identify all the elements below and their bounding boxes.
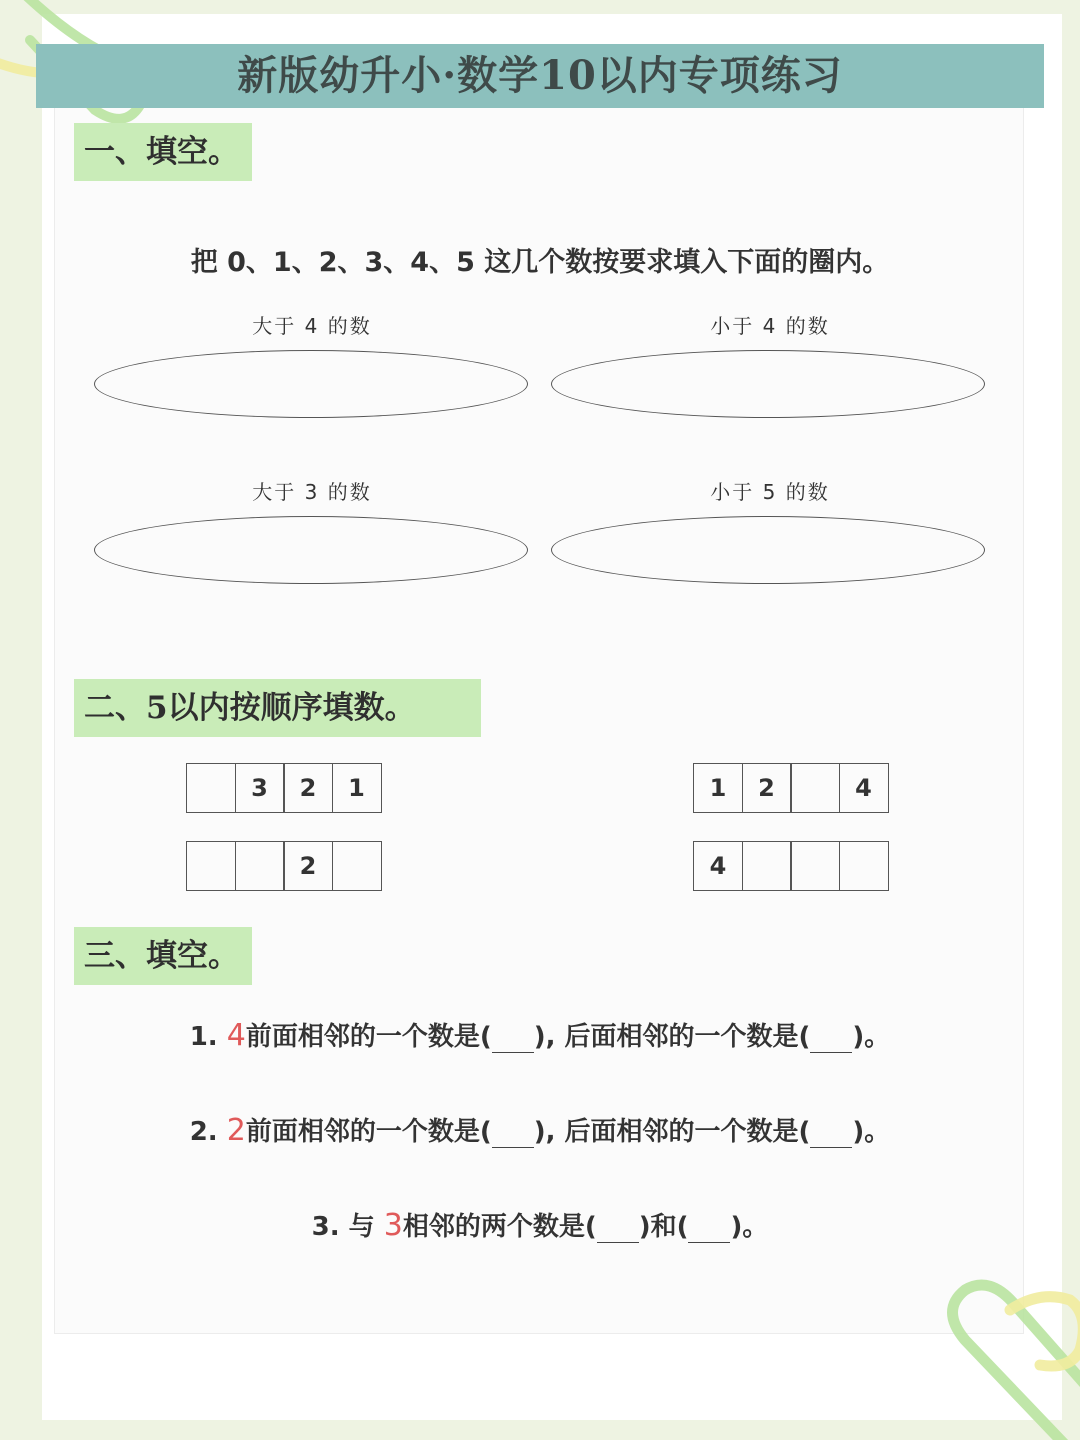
answer-oval-greater-4[interactable] <box>94 350 528 418</box>
highlight-number: 3 <box>383 1208 403 1243</box>
highlight-number: 4 <box>226 1018 246 1053</box>
question-number: 2. <box>189 1117 218 1147</box>
question-number: 1. <box>189 1022 218 1052</box>
number-box[interactable] <box>186 841 236 891</box>
number-box-row <box>186 841 382 891</box>
number-box: 4 <box>693 841 743 891</box>
question-number: 3. <box>311 1212 340 1242</box>
title-banner <box>36 44 1044 108</box>
number-box: 2 <box>283 841 333 891</box>
question-3 <box>0 1206 1080 1243</box>
section3-heading: 三、填空。 <box>74 927 252 985</box>
oval-label-less-4: 小于 4 的数 <box>710 314 830 338</box>
oval-label-greater-4: 大于 4 的数 <box>252 314 372 338</box>
number-box-row <box>186 763 382 813</box>
number-box: 2 <box>283 763 333 813</box>
highlight-number: 2 <box>226 1113 246 1148</box>
section1-heading: 一、填空。 <box>74 123 252 181</box>
question-text: 与 <box>348 1212 375 1242</box>
answer-blank[interactable] <box>688 1220 730 1243</box>
question-text: )和( <box>638 1212 689 1242</box>
answer-oval-greater-3[interactable] <box>94 516 528 584</box>
number-box: 4 <box>839 763 889 813</box>
question-text: )。 <box>852 1022 891 1052</box>
answer-blank[interactable] <box>810 1125 852 1148</box>
question-text: )。 <box>852 1117 891 1147</box>
answer-blank[interactable] <box>810 1030 852 1053</box>
oval-label-less-5: 小于 5 的数 <box>710 480 830 504</box>
question-text: ), 后面相邻的一个数是( <box>533 1022 811 1052</box>
number-box[interactable] <box>790 841 840 891</box>
number-box: 3 <box>235 763 285 813</box>
question-1 <box>0 1016 1080 1053</box>
question-text: )。 <box>730 1212 769 1242</box>
number-box[interactable] <box>742 841 792 891</box>
number-box[interactable] <box>790 763 840 813</box>
number-box: 1 <box>693 763 743 813</box>
question-2 <box>0 1111 1080 1148</box>
question-text: ), 后面相邻的一个数是( <box>533 1117 811 1147</box>
section2-heading: 二、5以内按顺序填数。 <box>74 679 481 737</box>
number-box[interactable] <box>235 841 285 891</box>
question-text: 相邻的两个数是( <box>402 1212 597 1242</box>
page-title: 新版幼升小·数学10以内专项练习 <box>237 52 843 99</box>
answer-oval-less-5[interactable] <box>551 516 985 584</box>
number-box-row <box>693 763 889 813</box>
number-box[interactable] <box>186 763 236 813</box>
question-text: 前面相邻的一个数是( <box>245 1117 492 1147</box>
answer-blank[interactable] <box>492 1125 534 1148</box>
answer-blank[interactable] <box>597 1220 639 1243</box>
oval-label-greater-3: 大于 3 的数 <box>252 480 372 504</box>
number-box: 1 <box>332 763 382 813</box>
paperclip-bottom-right-icon <box>920 1270 1080 1440</box>
number-box[interactable] <box>839 841 889 891</box>
number-box: 2 <box>742 763 792 813</box>
number-box-row <box>693 841 889 891</box>
section1-instruction: 把 0、1、2、3、4、5 这几个数按要求填入下面的圈内。 <box>190 247 890 278</box>
question-text: 前面相邻的一个数是( <box>245 1022 492 1052</box>
number-box[interactable] <box>332 841 382 891</box>
answer-oval-less-4[interactable] <box>551 350 985 418</box>
answer-blank[interactable] <box>492 1030 534 1053</box>
